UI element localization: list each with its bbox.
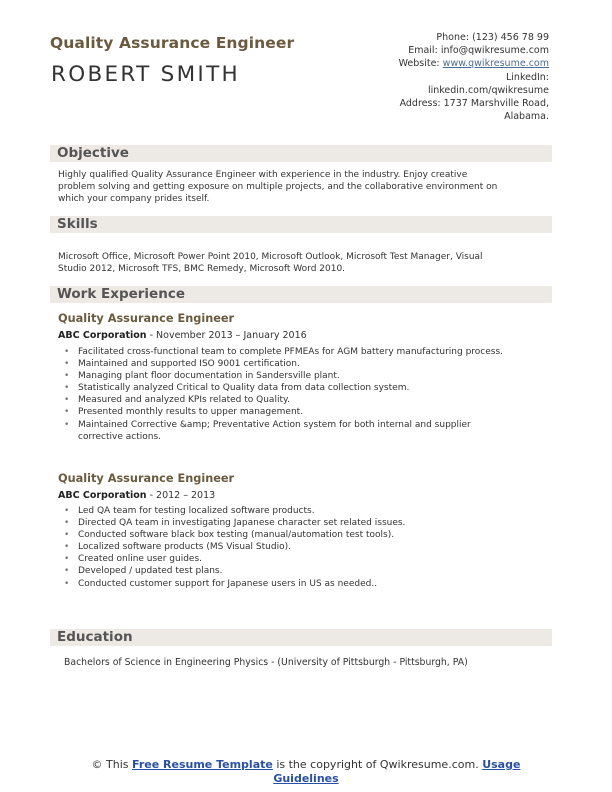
contact-address [329,97,549,110]
usage-guidelines-link-part-1[interactable]: Usage [482,758,521,771]
list-item: • Statistically analyzed Critical to Quality data from data collection system. [64,382,534,394]
work-section-header [50,286,552,303]
skills-line: Studio 2012, Microsoft TFS, BMC Remedy, Microsoft Word 2010. [58,263,346,274]
skills-heading: Skills [57,216,98,232]
website-label: Website: [398,58,440,70]
address-line-1: 1737 Marshville Road, [443,98,549,110]
list-item: • Localized software products (MS Visual Studio). [64,541,534,553]
free-resume-template-link[interactable]: Free Resume Template [132,758,273,771]
education-heading: Education [57,629,133,645]
list-item: • Directed QA team in investigating Japanese character set related issues. [64,517,534,529]
contact-phone [329,31,549,44]
job-1-bullets [64,346,534,443]
contact-block [329,31,549,123]
list-item: • Facilitated cross-functional team to complete PFMEAs for AGM battery manufacturing process. [64,346,534,358]
job-1-dates: - November 2013 – January 2016 [146,330,307,341]
phone-label: Phone: [436,32,470,43]
objective-section-header [50,145,552,162]
usage-guidelines-link-part-2[interactable]: Guidelines [273,771,339,785]
linkedin-value: linkedin.com/qwikresume [427,84,549,96]
footer [60,758,552,785]
list-item: • Developed / updated test plans. [64,565,534,577]
email-label: Email: [408,45,438,57]
job-2-bullets [64,505,534,590]
list-item: • Led QA team for testing localized software products. [64,505,534,517]
website-link[interactable]: www.qwikresume.com [442,58,549,70]
list-item: • Conducted customer support for Japanese users in US as needed.. [64,578,534,590]
address-label: Address: [399,98,441,110]
list-item-continuation: corrective actions. [78,431,161,442]
candidate-name: ROBERT SMITH [51,62,240,87]
list-item: • Presented monthly results to upper management. [64,406,534,418]
job-2-meta [58,490,215,501]
job-1-title: Quality Assurance Engineer [58,312,235,325]
list-item: • Conducted software black box testing (manual/automation test tools). [64,529,534,541]
job-2-title: Quality Assurance Engineer [58,472,235,485]
job-1-meta [58,330,307,341]
phone-value: (123) 456 78 99 [472,32,549,43]
list-item: • Measured and analyzed KPIs related to Quality. [64,394,534,406]
work-heading: Work Experience [57,286,185,302]
skills-text [58,252,483,276]
skills-line: Microsoft Office, Microsoft Power Point 2010, Microsoft Outlook, Microsoft Test Manager, Visual [58,252,483,262]
header-job-title: Quality Assurance Engineer [50,34,295,52]
objective-text [58,170,497,205]
objective-line: problem solving and getting exposure on multiple projects, and the collaborative environment on [58,181,498,192]
list-item: • Managing plant floor documentation in Sandersville plant. [64,370,534,382]
education-text: Bachelors of Science in Engineering Physics - (University of Pittsburgh - Pittsburgh, PA) [64,657,468,668]
objective-line: which your company prides itself. [58,193,210,204]
list-item: • Maintained Corrective &amp; Preventative Action system for both internal and supplier [64,419,534,431]
list-item: • Created online user guides. [64,553,534,565]
email-value: info@qwikresume.com [440,45,549,57]
job-2-company: ABC Corporation [58,490,147,501]
job-2-dates: - 2012 – 2013 [146,490,216,501]
objective-heading: Objective [57,145,129,161]
objective-line: Highly qualified Quality Assurance Engineer with experience in the industry. Enjoy creative [58,170,468,180]
footer-prefix: © This [91,758,133,771]
list-item: • Maintained and supported ISO 9001 certification. [64,358,534,370]
contact-website [329,57,549,70]
job-1-company: ABC Corporation [58,330,147,341]
linkedin-label: LinkedIn: [505,71,549,83]
education-section-header [50,629,552,646]
footer-middle: is the copyright of Qwikresume.com. [272,758,483,771]
address-line-2: Alabama. [504,111,549,123]
skills-section-header [50,216,552,233]
contact-email [329,44,549,57]
